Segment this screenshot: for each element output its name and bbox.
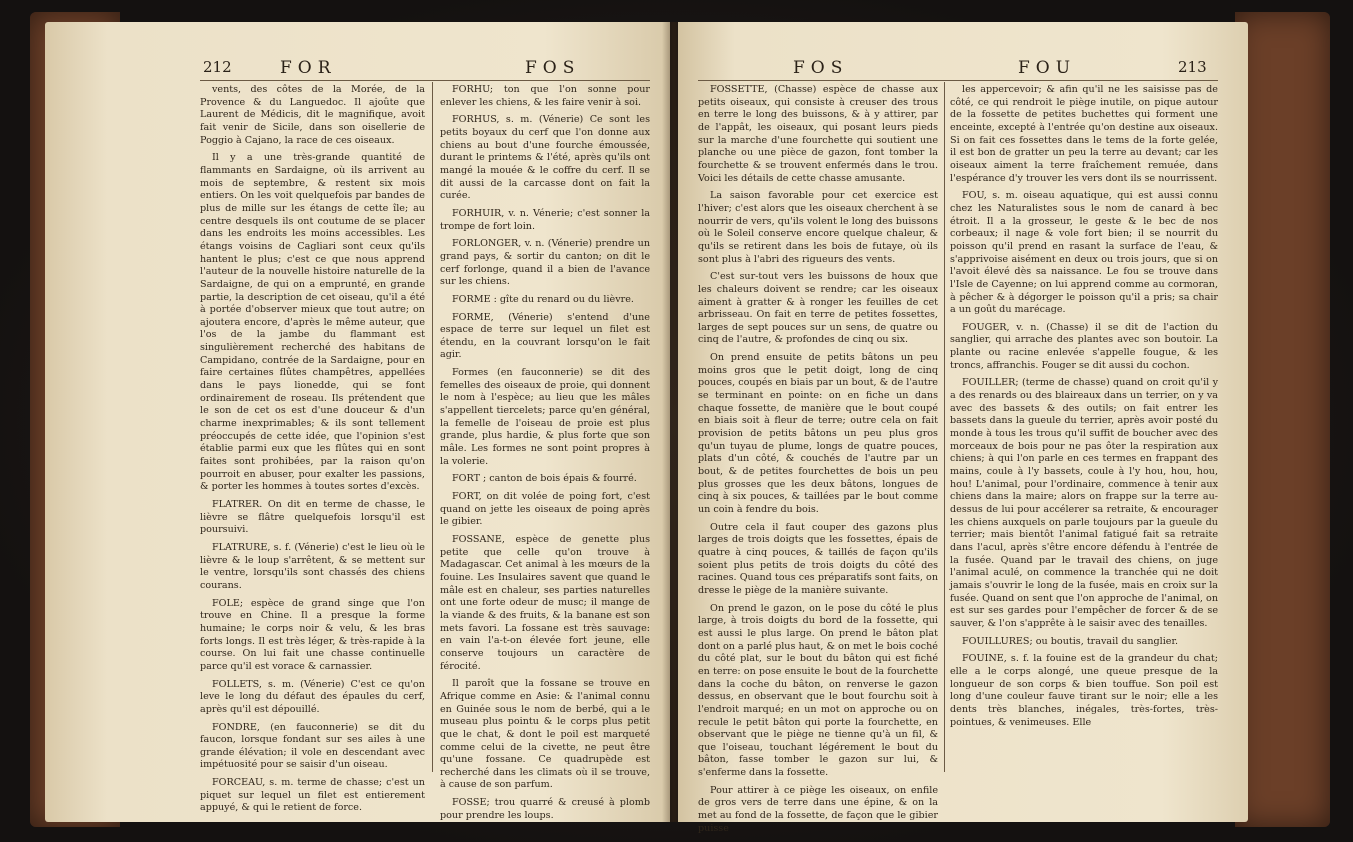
entry-paragraph: vents, des côtes de la Morée, de la Provence & du Languedoc. Il ajoûte que Laurent de Médicis, dit le magnifique, avoit fait venir de Sicile, dans son oisellerie de Poggio à Cajano, la race de ces oiseaux. — [200, 84, 425, 146]
entry-paragraph: C'est sur-tout vers les buissons de houx que les chaleurs doivent se rendre; car les oiseaux aiment à gratter & à ronger les feuilles de cet arbrisseau. On fait en terre de petites fossettes, larges de sept pouces sur un sens, de quatre ou cinq de l'autre, & profondes de cinq ou six. — [698, 271, 938, 346]
right-page — [678, 22, 1248, 834]
entry-paragraph: FOSSE; trou quarré & creusé à plomb pour prendre les loups. — [440, 797, 650, 821]
entry-paragraph: FOSSETTE, (Chasse) espèce de chasse aux petits oiseaux, qui consiste à creuser des trous en terre le long des buissons, & à y attirer, par de l'appât, les oiseaux, qui posant leurs pieds sur la marche d'une fourchette qui soutient une planche ou une pièce de gazon, font tomber la fourchette & se trouvent enfermés dans le trou. Voici les détails de cette chasse amusante. — [698, 84, 938, 184]
entry-paragraph: les appercevoir; & afin qu'il ne les saisisse pas de côté, ce qui rendroit le piège inutile, on pique autour de la fossette de petites buchettes qui forment une enceinte, excepté à l'entrée qu'on destine aux oiseaux. Si on fait ces fossettes dans le tems de la forte gelée, il est bon de gratter un peu la terre au devant; car les oiseaux aiment la terre fraîchement remuée, dans l'espérance d'y trouver les vers dont ils se nourrissent. — [950, 84, 1218, 184]
entry-paragraph: On prend le gazon, on le pose du côté le plus large, à trois doigts du bord de la fossette, qui est aussi le plus large. On prend le bâton plat dont on a parlé plus haut, & on met le bois coché du côté plat, sur le bout du bâton qui est fiché en terre: on pose ensuite le bout de la fourchette dans la coche du bâton, on renverse le gazon dessus, en observant que le bout fourchu soit à l'endroit marqué; en un mot on approche ou on recule le petit bâton qui porte la fourchette, en observant que le piège ne tienne qu'à un fil, & que l'oiseau, touchant légérement le bout du bâton, fasse tomber le gazon sur lui, & s'enferme dans la fossette. — [698, 602, 938, 779]
left-running-head-right: FOS — [525, 58, 581, 78]
left-header-rule — [200, 80, 650, 81]
entry-paragraph: La saison favorable pour cet exercice est l'hiver; c'est alors que les oiseaux cherchent à se nourrir de vers, qu'ils volent le long des buissons où le Soleil conserve encore quelque chaleur, & qu'ils se retirent dans les bois de futaye, où ils sont plus à l'abri des rigueurs des vents. — [698, 190, 938, 265]
right-book-cover — [1235, 12, 1330, 827]
entry-paragraph: Il y a une très-grande quantité de flammants en Sardaigne, où ils arrivent au mois de septembre, & restent six mois entiers. On les voit quelquefois par bandes de plus de mille sur les étangs de cette île; au centre desquels ils ont coutume de se placer dans les endroits les moins accessibles. Les étangs voisins de Cagliari sont ceux qu'ils hantent le plus; c'est ce que nous apprend l'auteur de la nouvelle histoire naturelle de la Sardaigne, de qui on a emprunté, en grande partie, la description de cet oiseau, qu'il a été à portée d'observer mieux que tout autre; on ajoutera encore, d'après le même auteur, que l'os de la jambe du flammant est singulièrement recherché des habitans de Campidano, contrée de la Sardaigne, pour en faire certaines flûtes champêtres, appellées dans le pays lionedde, qui se font ordinairement de roseau. Ils prétendent que le son de cet os est d'une douceur & d'un charme inexprimables; & ils sont tellement préoccupés de cette idée, que l'opinion s'est établie parmi eux que les flûtes qui en sont faites sont prohibées, par la raison qu'on pourroit en abuser, pour exalter les passions, & porter les hommes à toutes sortes d'excès. — [200, 152, 425, 493]
entry-paragraph: FOUGER, v. n. (Chasse) il se dit de l'action du sanglier, qui arrache des plantes avec son boutoir. La plante ou racine enlevée s'appelle fougue, & les troncs, affranchis. Fouger se dit aussi du cochon. — [950, 321, 1218, 371]
entry-paragraph: FOU, s. m. oiseau aquatique, qui est aussi connu chez les Naturalistes sous le nom de canard à bec étroit. Il a la grosseur, le geste & le bec de nos corbeaux; il nage & vole fort bien; il se nourrit du poisson qu'il prend en rasant la surface de l'eau, & s'apprivoise aisément en deux ou trois jours, que si on l'avoit élevé dès sa naissance. Le fou se trouve dans l'Isle de Cayenne; on lui apprend comme au cormoran, à pêcher & à dégorger le poisson qu'il a pris; sa chair a un goût du marécage. — [950, 190, 1218, 316]
right-running-head-left: FOS — [793, 58, 849, 78]
right-page-column-2 — [950, 84, 1218, 814]
right-column-rule — [944, 82, 945, 772]
entry-paragraph: FORHUIR, v. n. Vénerie; c'est sonner la trompe de fort loin. — [440, 207, 650, 232]
entry-paragraph: FORT ; canton de bois épais & fourré. — [452, 473, 637, 485]
right-page-column-1 — [698, 84, 938, 834]
entry-paragraph: On prend ensuite de petits bâtons un peu moins gros que le petit doigt, long de cinq pouces, coupés en biais par un bout, & de l'autre se terminant en pointe: on en fiche un dans chaque fossette, de manière que le bout coupé en biais soit à fleur de terre; outre cela on fait provision de petits bâtons un peu plus gros qu'un tuyau de plume, longs de quatre pouces, plats d'un côté, & couchés de l'autre par un bout, & de petites fourchettes de bois un peu plus grosses que les deux bâtons, longues de cinq à six pouces, & taillées par le bout comme un coin à fendre du bois. — [698, 352, 938, 515]
entry-paragraph: FORHU; ton que l'on sonne pour enlever les chiens, & les faire venir à soi. — [440, 84, 650, 108]
entry-paragraph: FORME, (Vénerie) s'entend d'une espace de terre sur lequel un filet est étendu, en la couvrant lorsqu'on le fait agir. — [440, 311, 650, 361]
entry-paragraph: FONDRE, (en fauconnerie) se dit du faucon, lorsque fondant sur ses ailes à une grande élévation; il vole en descendant avec impétuosité pour se saisir d'un oiseau. — [200, 721, 425, 771]
entry-paragraph: FLATRURE, s. f. (Vénerie) c'est le lieu où le lièvre & le loup s'arrêtent, & se mettent sur le ventre, lorsqu'ils sont chassés des chiens courans. — [200, 541, 425, 591]
entry-paragraph: FORCEAU, s. m. terme de chasse; c'est un piquet sur lequel un filet est entierement appuyé, & qui le retient de force. — [200, 777, 425, 814]
entry-paragraph: FOLE; espèce de grand singe que l'on trouve en Chine. Il a presque la forme humaine; le corps noir & velu, & les bras forts longs. Il est très léger, & très-rapide à la course. On lui fait une chasse continuelle parce qu'il est vorace & carnassier. — [200, 597, 425, 672]
entry-paragraph: FOSSANE, espèce de genette plus petite que celle qu'on trouve à Madagascar. Cet animal à les mœurs de la fouine. Les Insulaires savent que quand le mâle est en chaleur, ses parties naturelles ont une forte odeur de musc; il mange de la viande & des fruits, & la banane est son mets favori. La fossane est très sauvage: en vain l'a-t-on élevée fort jeune, elle conserve toujours un caractère de férocité. — [440, 534, 650, 672]
entry-paragraph: Outre cela il faut couper des gazons plus larges de trois doigts que les fossettes, épais de quatre à cinq pouces, & taillés de façon qu'ils soient plus petits de trois doigts du côté des racines. Quand tous ces préparatifs sont faits, on dresse le piège de la manière suivante. — [698, 521, 938, 596]
entry-paragraph: Formes (en fauconnerie) se dit des femelles des oiseaux de proie, qui donnent le nom à l'espèce; au lieu que les mâles s'appellent tiercelets; parce qu'en général, la femelle de l'oiseau de proie est plus grande, plus hardie, & plus forte que son mâle. Les formes ne sont point propres à la volerie. — [440, 367, 650, 467]
right-header-rule — [698, 80, 1218, 81]
left-column-rule — [432, 82, 433, 772]
entry-paragraph: FOUILLURES; ou boutis, travail du sanglier. — [962, 635, 1179, 647]
right-running-head-right: FOU — [1018, 58, 1077, 78]
entry-paragraph: FORLONGER, v. n. (Vénerie) prendre un grand pays, & sortir du canton; on dit le cerf forlonge, quand il a bien de l'avance sur les chiens. — [440, 238, 650, 288]
left-page-number: 212 — [203, 58, 232, 76]
entry-paragraph: FORT, on dit volée de poing fort, c'est quand on jette les oiseaux de poing après le gibier. — [440, 491, 650, 528]
entry-paragraph: FORHUS, s. m. (Vénerie) Ce sont les petits boyaux du cerf que l'on donne aux chiens au bout d'une fourche émoussée, durant le printems & l'été, après qu'ils ont mangé la mouée & le coffre du cerf. Il se dit aussi de la carcasse dont on fait la curée. — [440, 114, 650, 202]
left-page-column-1 — [200, 84, 425, 814]
entry-paragraph: Il paroît que la fossane se trouve en Afrique comme en Asie: & l'animal connu en Guinée sous le nom de berbé, qui a le museau plus pointu & le corps plus petit que le chat, & dont le poil est marqueté comme celui de la civette, ne peut être qu'une fossane. Ce quadrupède est recherché dans les climats où il se trouve, à cause de son parfum. — [440, 678, 650, 791]
entry-paragraph: FOLLETS, s. m. (Vénerie) C'est ce qu'on leve le long du défaut des épaules du cerf, après qu'il est dépouillé. — [200, 678, 425, 715]
entry-paragraph: Pour attirer à ce piège les oiseaux, on enfile de gros vers de terre dans une épine, & on la met au fond de la fossette, de façon que le gibier puisse — [698, 784, 938, 834]
entry-paragraph: FLATRER. On dit en terme de chasse, le lièvre se flâtre quelquefois lorsqu'il est poursuivi. — [200, 499, 425, 536]
entry-paragraph: FOUILLER; (terme de chasse) quand on croit qu'il y a des renards ou des blaireaux dans un terrier, on y va avec des bassets & des outils; on fait entrer les bassets dans la gueule du terrier, après avoir posté du monde à tous les trous qu'il suffit de boucher avec des morceaux de bois pour ne pas ôter la respiration aux chiens; à qui l'on parle en ces termes en frappant des mains, coule à l'y bassets, coule à l'y hou, hou, hou, hou! L'animal, pour l'ordinaire, commence à tenir aux chiens dans la maire; alors on frappe sur la terre au-dessus de lui pour accélerer sa retraite, & encourager les chiens auxquels on parle toujours par la gueule du terrier; mais bientôt l'animal fatigué fait sa retraite dans l'acul, après s'être encore défendu à l'entrée de la fusée. Quand par le travail des chiens, on juge l'animal aculé, on commence la tranchée qui ne doit jamais s'ouvrir le long de la fusée, mais en croix sur la fusée. Quand on sent que l'on approche de l'animal, on est sur ses gardes pour l'empêcher de forcer & de se sauver, & l'on s'apprête à le saisir avec des tenailles. — [950, 377, 1218, 629]
left-page-column-2 — [440, 84, 650, 821]
left-running-head-left: FOR — [280, 58, 337, 78]
entry-paragraph: FORME : gîte du renard ou du lièvre. — [452, 293, 634, 305]
entry-paragraph: FOUINE, s. f. la fouine est de la grandeur du chat; elle a le corps alongé, une queue presque de la longueur de son corps & bien touffue. Son poil est long d'une couleur fauve tirant sur le noir; elle a les dents très blanches, inégales, très-fortes, très-pointues, & venimeuses. Elle — [950, 653, 1218, 728]
right-page-number: 213 — [1178, 58, 1207, 76]
left-page — [45, 22, 670, 822]
